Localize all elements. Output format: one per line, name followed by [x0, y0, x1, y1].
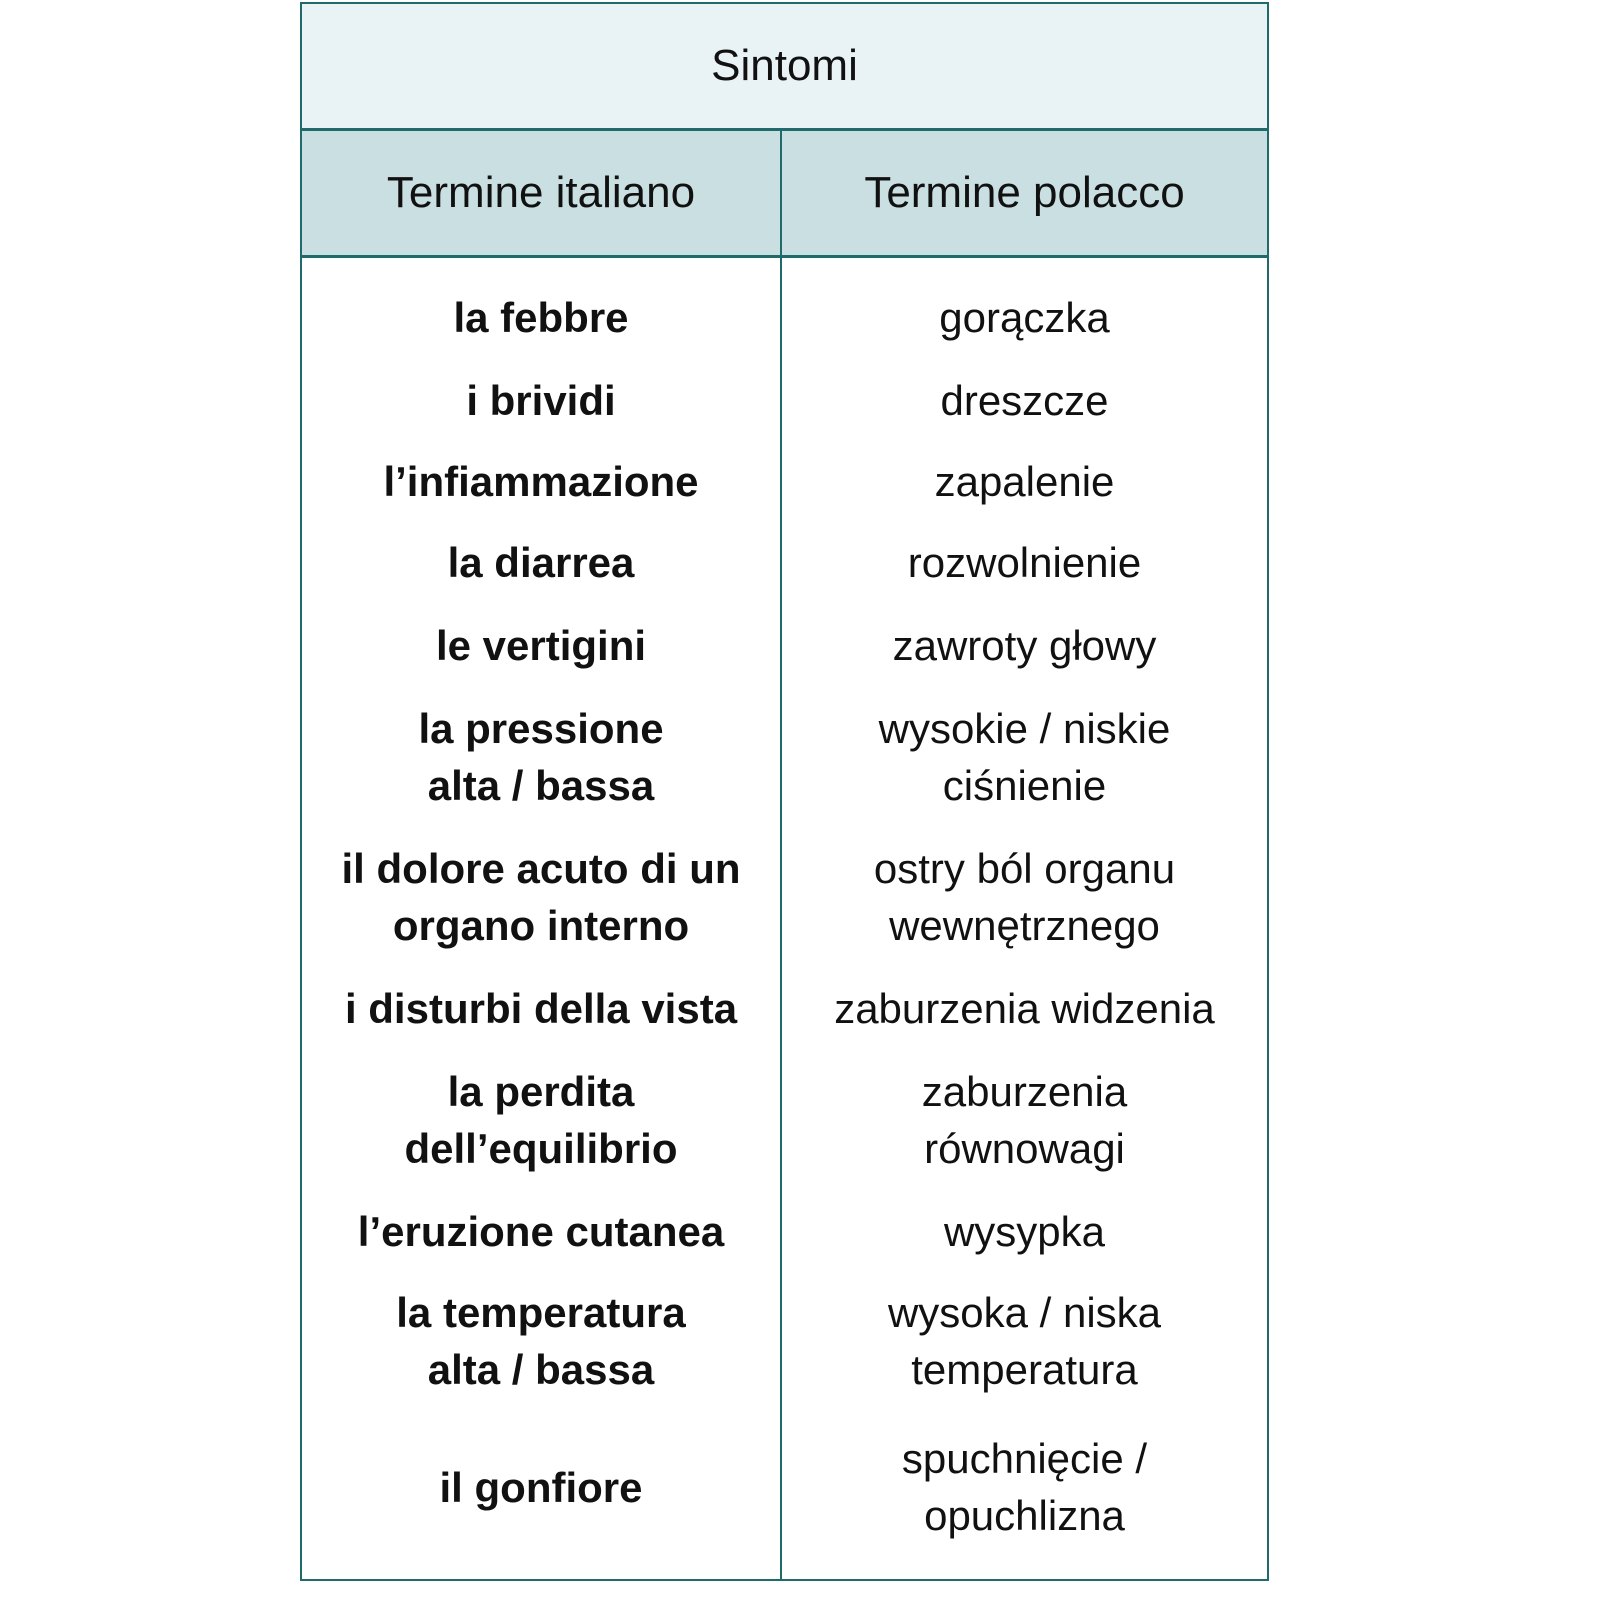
italian-term: il gonfiore	[439, 1463, 643, 1511]
italian-term: la perdita dell’equilibrio	[404, 1068, 678, 1172]
italian-term: l’eruzione cutanea	[357, 1207, 725, 1255]
polish-term: dreszcze	[940, 376, 1109, 424]
italian-column	[302, 258, 782, 1579]
italian-term: la temperatura alta / bassa	[396, 1289, 686, 1393]
polish-term: wysypka	[943, 1207, 1106, 1255]
italian-term: i disturbi della vista	[344, 984, 738, 1032]
italian-term: la febbre	[453, 294, 629, 341]
polish-term: zaburzenia widzenia	[834, 984, 1215, 1032]
polish-term: zaburzenia równowagi	[921, 1068, 1128, 1172]
italian-term: le vertigini	[435, 621, 647, 669]
header-italian: Termine italiano	[302, 131, 782, 255]
polish-term: ostry ból organu wewnętrznego	[873, 845, 1176, 949]
italian-term: la pressione alta / bassa	[418, 705, 664, 809]
polish-term: rozwolnienie	[907, 538, 1142, 586]
polish-term: wysoka / niska temperatura	[887, 1289, 1162, 1393]
polish-term: gorączka	[939, 294, 1110, 341]
italian-term: i brividi	[466, 376, 616, 424]
polish-term: zawroty głowy	[892, 621, 1157, 669]
polish-term: wysokie / niskie ciśnienie	[878, 705, 1171, 809]
symptoms-table	[300, 2, 1269, 1581]
table-title: Sintomi	[302, 4, 1267, 131]
italian-term: l’infiammazione	[383, 457, 699, 505]
table-body	[302, 258, 1267, 1579]
polish-column	[782, 276, 1267, 1563]
italian-term: la diarrea	[447, 538, 635, 586]
header-row	[302, 131, 1267, 258]
polish-term: zapalenie	[934, 457, 1115, 505]
header-polish: Termine polacco	[864, 168, 1185, 217]
polish-term: spuchnięcie / opuchlizna	[901, 1435, 1148, 1539]
italian-term: il dolore acuto di un organo interno	[341, 845, 741, 949]
